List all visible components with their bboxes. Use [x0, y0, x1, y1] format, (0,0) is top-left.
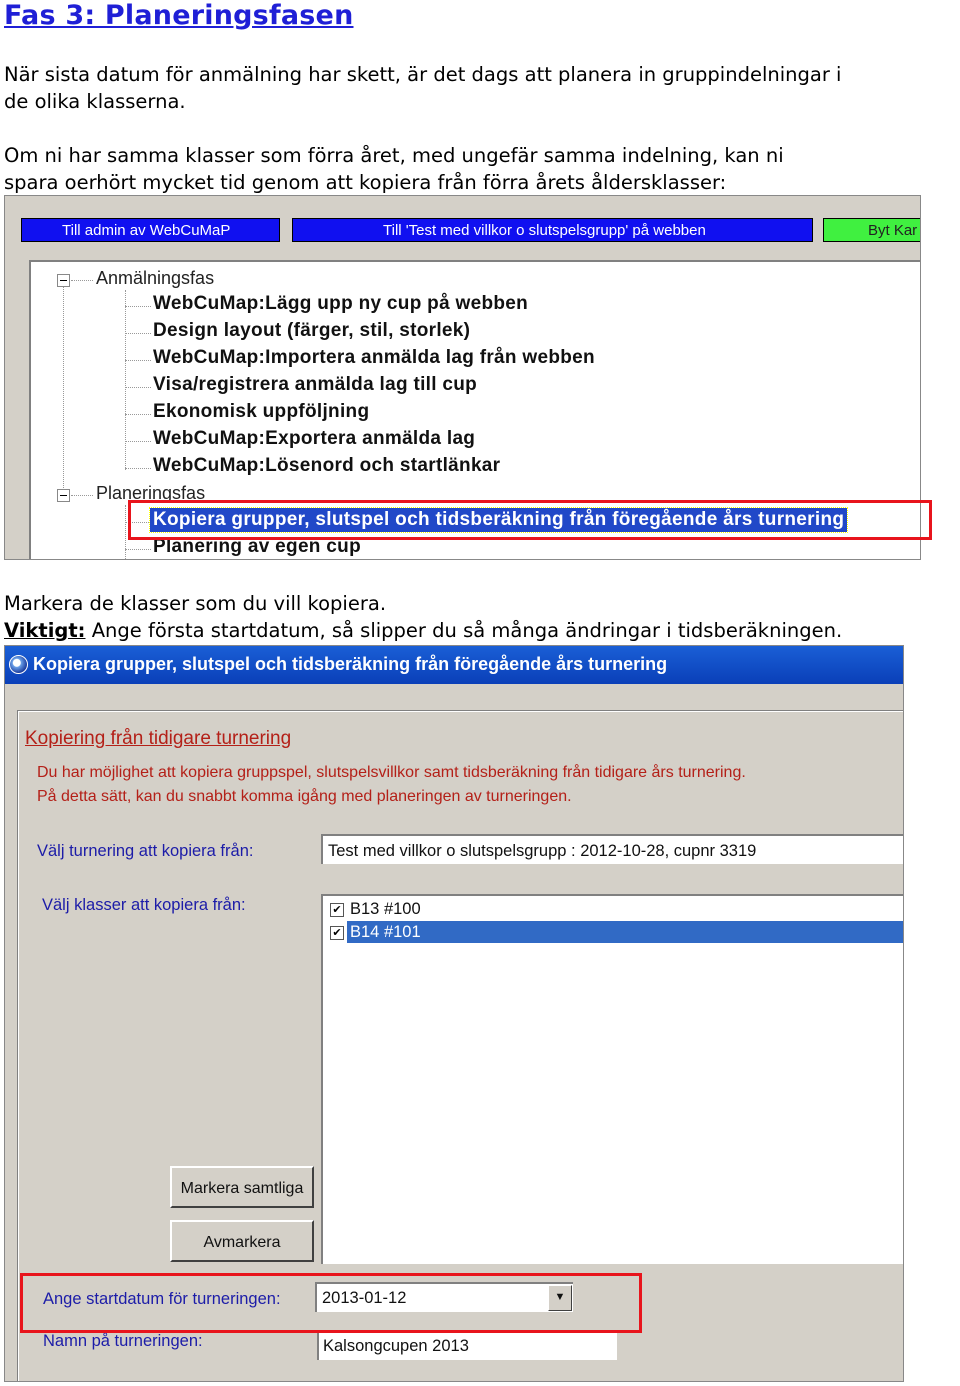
tree-item[interactable]: WebCuMap:Exportera anmälda lag: [153, 428, 476, 449]
list-item[interactable]: [323, 921, 903, 943]
info-line-2: På detta sätt, kan du snabbt komma igång med planeringen av turneringen.: [37, 788, 572, 805]
tree-item[interactable]: Design layout (färger, stil, storlek): [153, 320, 471, 341]
paragraph-2-line-1: Om ni har samma klasser som förra året, med ungefär samma indelning, kan ni: [4, 144, 784, 167]
copy-dialog: [4, 645, 904, 1382]
tournament-name-input[interactable]: Kalsongcupen 2013: [317, 1330, 617, 1360]
tree-item[interactable]: Ekonomisk uppföljning: [153, 401, 370, 422]
unmark-button[interactable]: Avmarkera: [170, 1220, 314, 1262]
classes-list[interactable]: [321, 894, 904, 1264]
paragraph-1-line-2: de olika klasserna.: [4, 90, 186, 113]
start-date-highlight-frame: [20, 1273, 642, 1333]
select-classes-label: Välj klasser att kopiera från:: [42, 896, 246, 914]
mark-all-button[interactable]: Markera samtliga: [170, 1166, 314, 1208]
selection-highlight: [347, 921, 903, 943]
section-title: Kopiering från tidigare turnering: [25, 728, 292, 749]
caption-2-bold: Viktigt:: [4, 619, 86, 642]
tournament-select[interactable]: Test med villkor o slutspelsgrupp : 2012-10-28, cupnr 3319: [321, 834, 903, 864]
app-icon: [9, 655, 28, 674]
start-date-label: Ange startdatum för turneringen:: [43, 1290, 281, 1308]
collapse-icon[interactable]: [57, 489, 70, 502]
select-tournament-label: Välj turnering att kopiera från:: [37, 842, 254, 860]
page-heading: Fas 3: Planeringsfasen: [4, 0, 354, 31]
class-label-b13: B13 #100: [350, 900, 421, 918]
paragraph-2-line-2: spara oerhört mycket tid genom att kopiera från förra årets åldersklasser:: [4, 171, 727, 194]
checkbox-b13[interactable]: ✔: [330, 903, 344, 917]
admin-webcumap-button[interactable]: Till admin av WebCuMaP: [21, 218, 280, 242]
tree-item[interactable]: WebCuMap:Lägg upp ny cup på webben: [153, 293, 529, 314]
tree-item[interactable]: WebCuMap:Lösenord och startlänkar: [153, 455, 501, 476]
highlight-frame: [128, 500, 932, 540]
tree-item-selected[interactable]: Kopiera grupper, slutspel och tidsberäkning från föregående års turnering: [150, 508, 847, 532]
chevron-down-icon[interactable]: ▼: [548, 1285, 572, 1311]
start-date-value: 2013-01-12: [322, 1289, 407, 1307]
caption-1: Markera de klasser som du vill kopiera.: [4, 592, 387, 615]
switch-button[interactable]: Byt Kar: [823, 218, 921, 242]
info-line-1: Du har möjlighet att kopiera gruppspel, slutspelsvillkor samt tidsberäkning från tidigare års turnering.: [37, 764, 746, 781]
collapse-icon[interactable]: [57, 274, 70, 287]
class-label-b14: B14 #101: [350, 923, 421, 941]
tree-item[interactable]: Visa/registrera anmälda lag till cup: [153, 374, 478, 395]
dialog-title: Kopiera grupper, slutspel och tidsberäkning från föregående års turnering: [33, 654, 668, 674]
tree-folder-planeringsfas[interactable]: Planeringsfas: [96, 483, 206, 503]
tree-item[interactable]: Planering av egen cup: [153, 536, 361, 557]
dialog-titlebar: [5, 646, 903, 684]
list-item[interactable]: [323, 898, 903, 920]
tree-item[interactable]: WebCuMap:Importera anmälda lag från webben: [153, 347, 595, 368]
test-web-button[interactable]: Till 'Test med villkor o slutspelsgrupp' på webben: [292, 218, 813, 242]
checkbox-b14[interactable]: ✔: [330, 926, 344, 940]
tree-folder-anmalningsfas[interactable]: Anmälningsfas: [96, 268, 215, 288]
name-label: Namn på turneringen:: [43, 1332, 203, 1350]
paragraph-1-line-1: När sista datum för anmälning har skett, är det dags att planera in gruppindelningar i: [4, 63, 842, 86]
caption-2-text: Ange första startdatum, så slipper du så många ändringar i tidsberäkningen.: [85, 619, 843, 642]
caption-2: [4, 617, 842, 644]
